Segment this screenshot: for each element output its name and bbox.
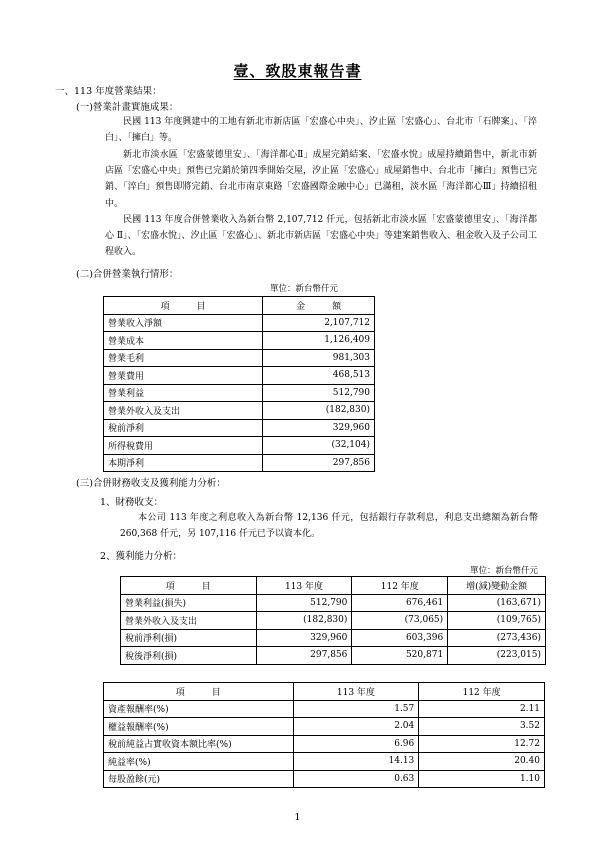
- section-heading: 一、113 年度營業結果：: [55, 86, 162, 97]
- page-title: 壹、致股東報告書: [233, 62, 362, 80]
- row-value: 1,126,409: [263, 332, 375, 350]
- header-item: 項 目: [121, 577, 257, 595]
- row-label: 稅前淨利: [104, 419, 263, 437]
- row-label: 所得稅費用: [104, 437, 263, 455]
- row-value: 2,107,712: [263, 314, 375, 332]
- cell-112: 20.40: [419, 753, 545, 771]
- row-value: 468,513: [263, 367, 375, 385]
- table-row: [121, 647, 546, 665]
- row-label: 營業收入淨額: [104, 314, 263, 332]
- row-label: 每股盈餘(元): [104, 770, 294, 788]
- row-label: 營業外收入及支出: [121, 612, 257, 630]
- table-row: [104, 770, 545, 788]
- cell-change: (109,765): [448, 612, 546, 630]
- subsection-heading-finance: (三)合併財務收支及獲利能力分析：: [76, 478, 226, 489]
- header-item: 項 目: [104, 297, 263, 315]
- cell-113: 1.57: [293, 700, 419, 718]
- table-row: [104, 314, 375, 332]
- row-label: 資產報酬率(%): [104, 700, 294, 718]
- cell-change: (163,671): [448, 594, 546, 612]
- unit-label: 單位：新台幣仟元: [270, 284, 339, 294]
- table-header-row: [104, 297, 375, 315]
- cell-113: (182,830): [256, 612, 352, 630]
- cell-113: 14.13: [293, 753, 419, 771]
- row-label: 營業毛利: [104, 349, 263, 367]
- row-value: 297,856: [263, 454, 375, 472]
- table-row: [104, 349, 375, 367]
- table-row: [104, 402, 375, 420]
- cell-113: 0.63: [293, 770, 419, 788]
- cell-113: 512,790: [256, 594, 352, 612]
- paragraph-finance: 本公司 113 年度之利息收入為新台幣 12,136 仟元，包括銀行存款利息，利息支出總額為新台幣 260,368 仟元，另 107,116 仟元已予以資本化。: [120, 513, 538, 540]
- table-row: [104, 419, 375, 437]
- paragraph-revenue: 民國 113 年度合併營業收入為新台幣 2,107,712 仟元，包括新北市淡水區「宏盛蒙德里安」、「海洋都心 Ⅱ」、「宏盛水悅」、汐止區「宏盛心」、新北市新店區「宏盛心中央」等建案銷售收入、租金收入及子公司工程收入。: [105, 215, 537, 258]
- table-row: [104, 735, 545, 753]
- table-row: [121, 594, 546, 612]
- row-label: 稅前淨利(損): [121, 629, 257, 647]
- subsection-heading-operations: (二)合併營業執行情形：: [76, 269, 179, 280]
- cell-113: 329,960: [256, 629, 352, 647]
- row-value: 981,303: [263, 349, 375, 367]
- row-label: 本期淨利: [104, 454, 263, 472]
- row-label: 營業利益: [104, 384, 263, 402]
- row-label: 稅後淨利(損): [121, 647, 257, 665]
- table-row: [104, 332, 375, 350]
- cell-113: 297,856: [256, 647, 352, 665]
- table-header-row: [104, 683, 545, 701]
- row-label: 營業外收入及支出: [104, 402, 263, 420]
- page-number: 1: [294, 812, 301, 823]
- unit-label: 單位：新台幣仟元: [470, 566, 539, 576]
- header-year-112: 112 年度: [419, 683, 545, 701]
- row-value: 329,960: [263, 419, 375, 437]
- cell-change: (273,436): [448, 629, 546, 647]
- ratio-table: [103, 682, 545, 788]
- header-item: 項 目: [104, 683, 294, 701]
- subsection-heading-plan: (一)營業計畫實施成果：: [76, 102, 179, 113]
- cell-113: 2.04: [293, 718, 419, 736]
- profitability-table: [120, 576, 546, 665]
- table-row: [121, 612, 546, 630]
- cell-112: 676,461: [352, 594, 448, 612]
- row-label: 權益報酬率(%): [104, 718, 294, 736]
- cell-112: 2.11: [419, 700, 545, 718]
- header-year-113: 113 年度: [293, 683, 419, 701]
- row-label: 營業費用: [104, 367, 263, 385]
- cell-112: 12.72: [419, 735, 545, 753]
- cell-112: 603,396: [352, 629, 448, 647]
- header-change: 增(減)變動金額: [448, 577, 546, 595]
- row-label: 營業成本: [104, 332, 263, 350]
- table-header-row: [121, 577, 546, 595]
- table-row: [104, 753, 545, 771]
- table-row: [104, 367, 375, 385]
- row-value: (32,104): [263, 437, 375, 455]
- cell-113: 6.96: [293, 735, 419, 753]
- row-value: (182,830): [263, 402, 375, 420]
- cell-change: (223,015): [448, 647, 546, 665]
- row-label: 營業利益(損失): [121, 594, 257, 612]
- item-profitability-heading: 2、獲利能力分析：: [100, 551, 183, 562]
- table-row: [104, 718, 545, 736]
- table-row: [104, 700, 545, 718]
- row-label: 純益率(%): [104, 753, 294, 771]
- header-amount: 金 額: [263, 297, 375, 315]
- table-row: [121, 629, 546, 647]
- table-row: [104, 437, 375, 455]
- paragraph-sales: 新北市淡水區「宏盛蒙德里安」、「海洋都心Ⅱ」成屋完銷結案、「宏盛水悅」成屋持續銷售中，新北市新店區「宏盛心中央」預售已完銷於第四季開始交屋，汐止區「宏盛心」成屋銷售中、台北市「擁白」預售已完銷、「淬白」預售即將完銷、台北市南京東路「宏盛國際金融中心」已滿租，淡水區「海洋都心Ⅲ」持續招租中。: [105, 150, 538, 209]
- operations-table: [103, 296, 375, 472]
- header-year-112: 112 年度: [352, 577, 448, 595]
- table-row: [104, 454, 375, 472]
- cell-112: 3.52: [419, 718, 545, 736]
- cell-112: (73,065): [352, 612, 448, 630]
- item-finance-heading: 1、財務收支：: [100, 497, 164, 508]
- paragraph-sites: 民國 113 年度興建中的工地有新北市新店區「宏盛心中央」、汐止區「宏盛心」、台北市「石牌案」、「淬白」、「擁白」等。: [105, 117, 537, 144]
- header-year-113: 113 年度: [256, 577, 352, 595]
- row-value: 512,790: [263, 384, 375, 402]
- cell-112: 1.10: [419, 770, 545, 788]
- cell-112: 520,871: [352, 647, 448, 665]
- row-label: 稅前純益占實收資本額比率(%): [104, 735, 294, 753]
- table-row: [104, 384, 375, 402]
